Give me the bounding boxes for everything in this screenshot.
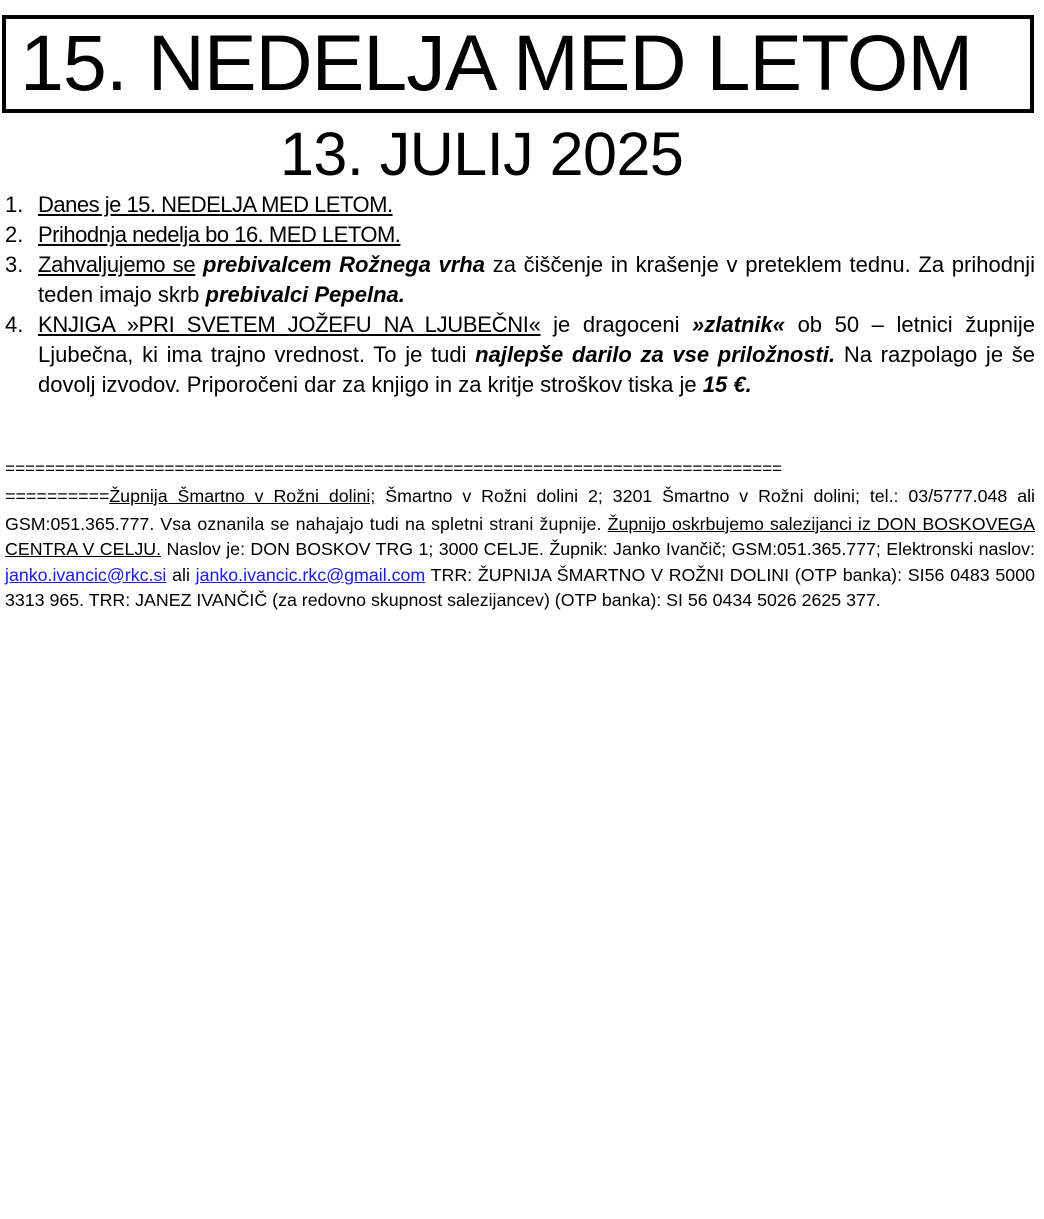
item-lead: Zahvaljujemo se bbox=[38, 252, 196, 277]
email-link-secondary[interactable]: janko.ivancic.rkc@gmail.com bbox=[195, 564, 426, 585]
separator-line: ============================================================================== bbox=[5, 461, 783, 480]
item-emphasis: »zlatnik« bbox=[692, 312, 785, 337]
announcement-item-4 bbox=[5, 310, 1035, 400]
item-number: 4. bbox=[5, 312, 24, 337]
web-note: Vsa oznanila se nahajajo tudi na spletni strani župnije. bbox=[160, 513, 602, 534]
parish-footer bbox=[5, 484, 1035, 614]
announcement-item-2 bbox=[5, 220, 1035, 250]
item-text: je dragoceni bbox=[553, 312, 680, 337]
item-emphasis: prebivalcem Rožnega vrha bbox=[203, 252, 485, 277]
bank-info: TRR: ŽUPNIJA ŠMARTNO V ROŽNI DOLINI (OTP banka): SI56 0483 5000 3313 965. TRR: JANEZ IVANČIČ (za redovno skupnost salezijancev) (OTP banka): SI 56 0434 5026 2625 377. bbox=[5, 564, 1035, 610]
or-text: ali bbox=[172, 564, 190, 585]
item-number: 1. bbox=[5, 192, 24, 217]
contact-info: Naslov je: DON BOSKOV TRG 1; 3000 CELJE. Župnik: Janko Ivančič; GSM:051.365.777; Elektronski naslov: bbox=[166, 539, 1035, 559]
item-emphasis: prebivalci Pepelna. bbox=[205, 282, 405, 307]
parish-name: Župnija Šmartno v Rožni dolini; bbox=[109, 486, 376, 506]
item-text: Prihodnja nedelja bo 16. MED LETOM. bbox=[38, 222, 401, 247]
announcement-item-3 bbox=[5, 250, 1035, 310]
item-lead: KNJIGA »PRI SVETEM JOŽEFU NA LJUBEČNI« bbox=[38, 312, 541, 337]
title-box bbox=[2, 15, 1034, 113]
care-note: Župnijo oskrbujemo salezijanci iz DON BOSKOVEGA CENTRA V CELJU. bbox=[5, 513, 1035, 559]
item-number: 2. bbox=[5, 222, 24, 247]
item-text: Danes je 15. NEDELJA MED LETOM. bbox=[38, 192, 393, 217]
page-title: 15. NEDELJA MED LETOM bbox=[20, 18, 973, 107]
item-number: 3. bbox=[5, 252, 24, 277]
item-text: za čiščenje in krašenje v preteklem tednu. Za prihodnji teden imajo skrb bbox=[38, 252, 1035, 307]
separator-prefix: ========== bbox=[5, 488, 110, 508]
announcement-item-1 bbox=[5, 190, 1035, 220]
bulletin-date: 13. JULIJ 2025 bbox=[280, 120, 684, 188]
item-emphasis: najlepše darilo za vse priložnosti. bbox=[475, 342, 836, 367]
item-text: Na razpolago je še dovolj izvodov. Priporočeni dar za knjigo in za kritje stroškov tiska je bbox=[38, 342, 1035, 397]
item-text: ob 50 – letnici župnije Ljubečna, ki ima trajno vrednost. To je tudi bbox=[38, 312, 1035, 367]
parish-address: Šmartno v Rožni dolini 2; 3201 Šmartno v Rožni dolini; tel.: 03/5777.048 ali GSM:051.365.777. bbox=[5, 486, 1035, 534]
item-emphasis: 15 €. bbox=[702, 372, 752, 397]
announcement-list bbox=[5, 190, 1035, 400]
email-link-primary[interactable]: janko.ivancic@rkc.si bbox=[5, 564, 167, 585]
